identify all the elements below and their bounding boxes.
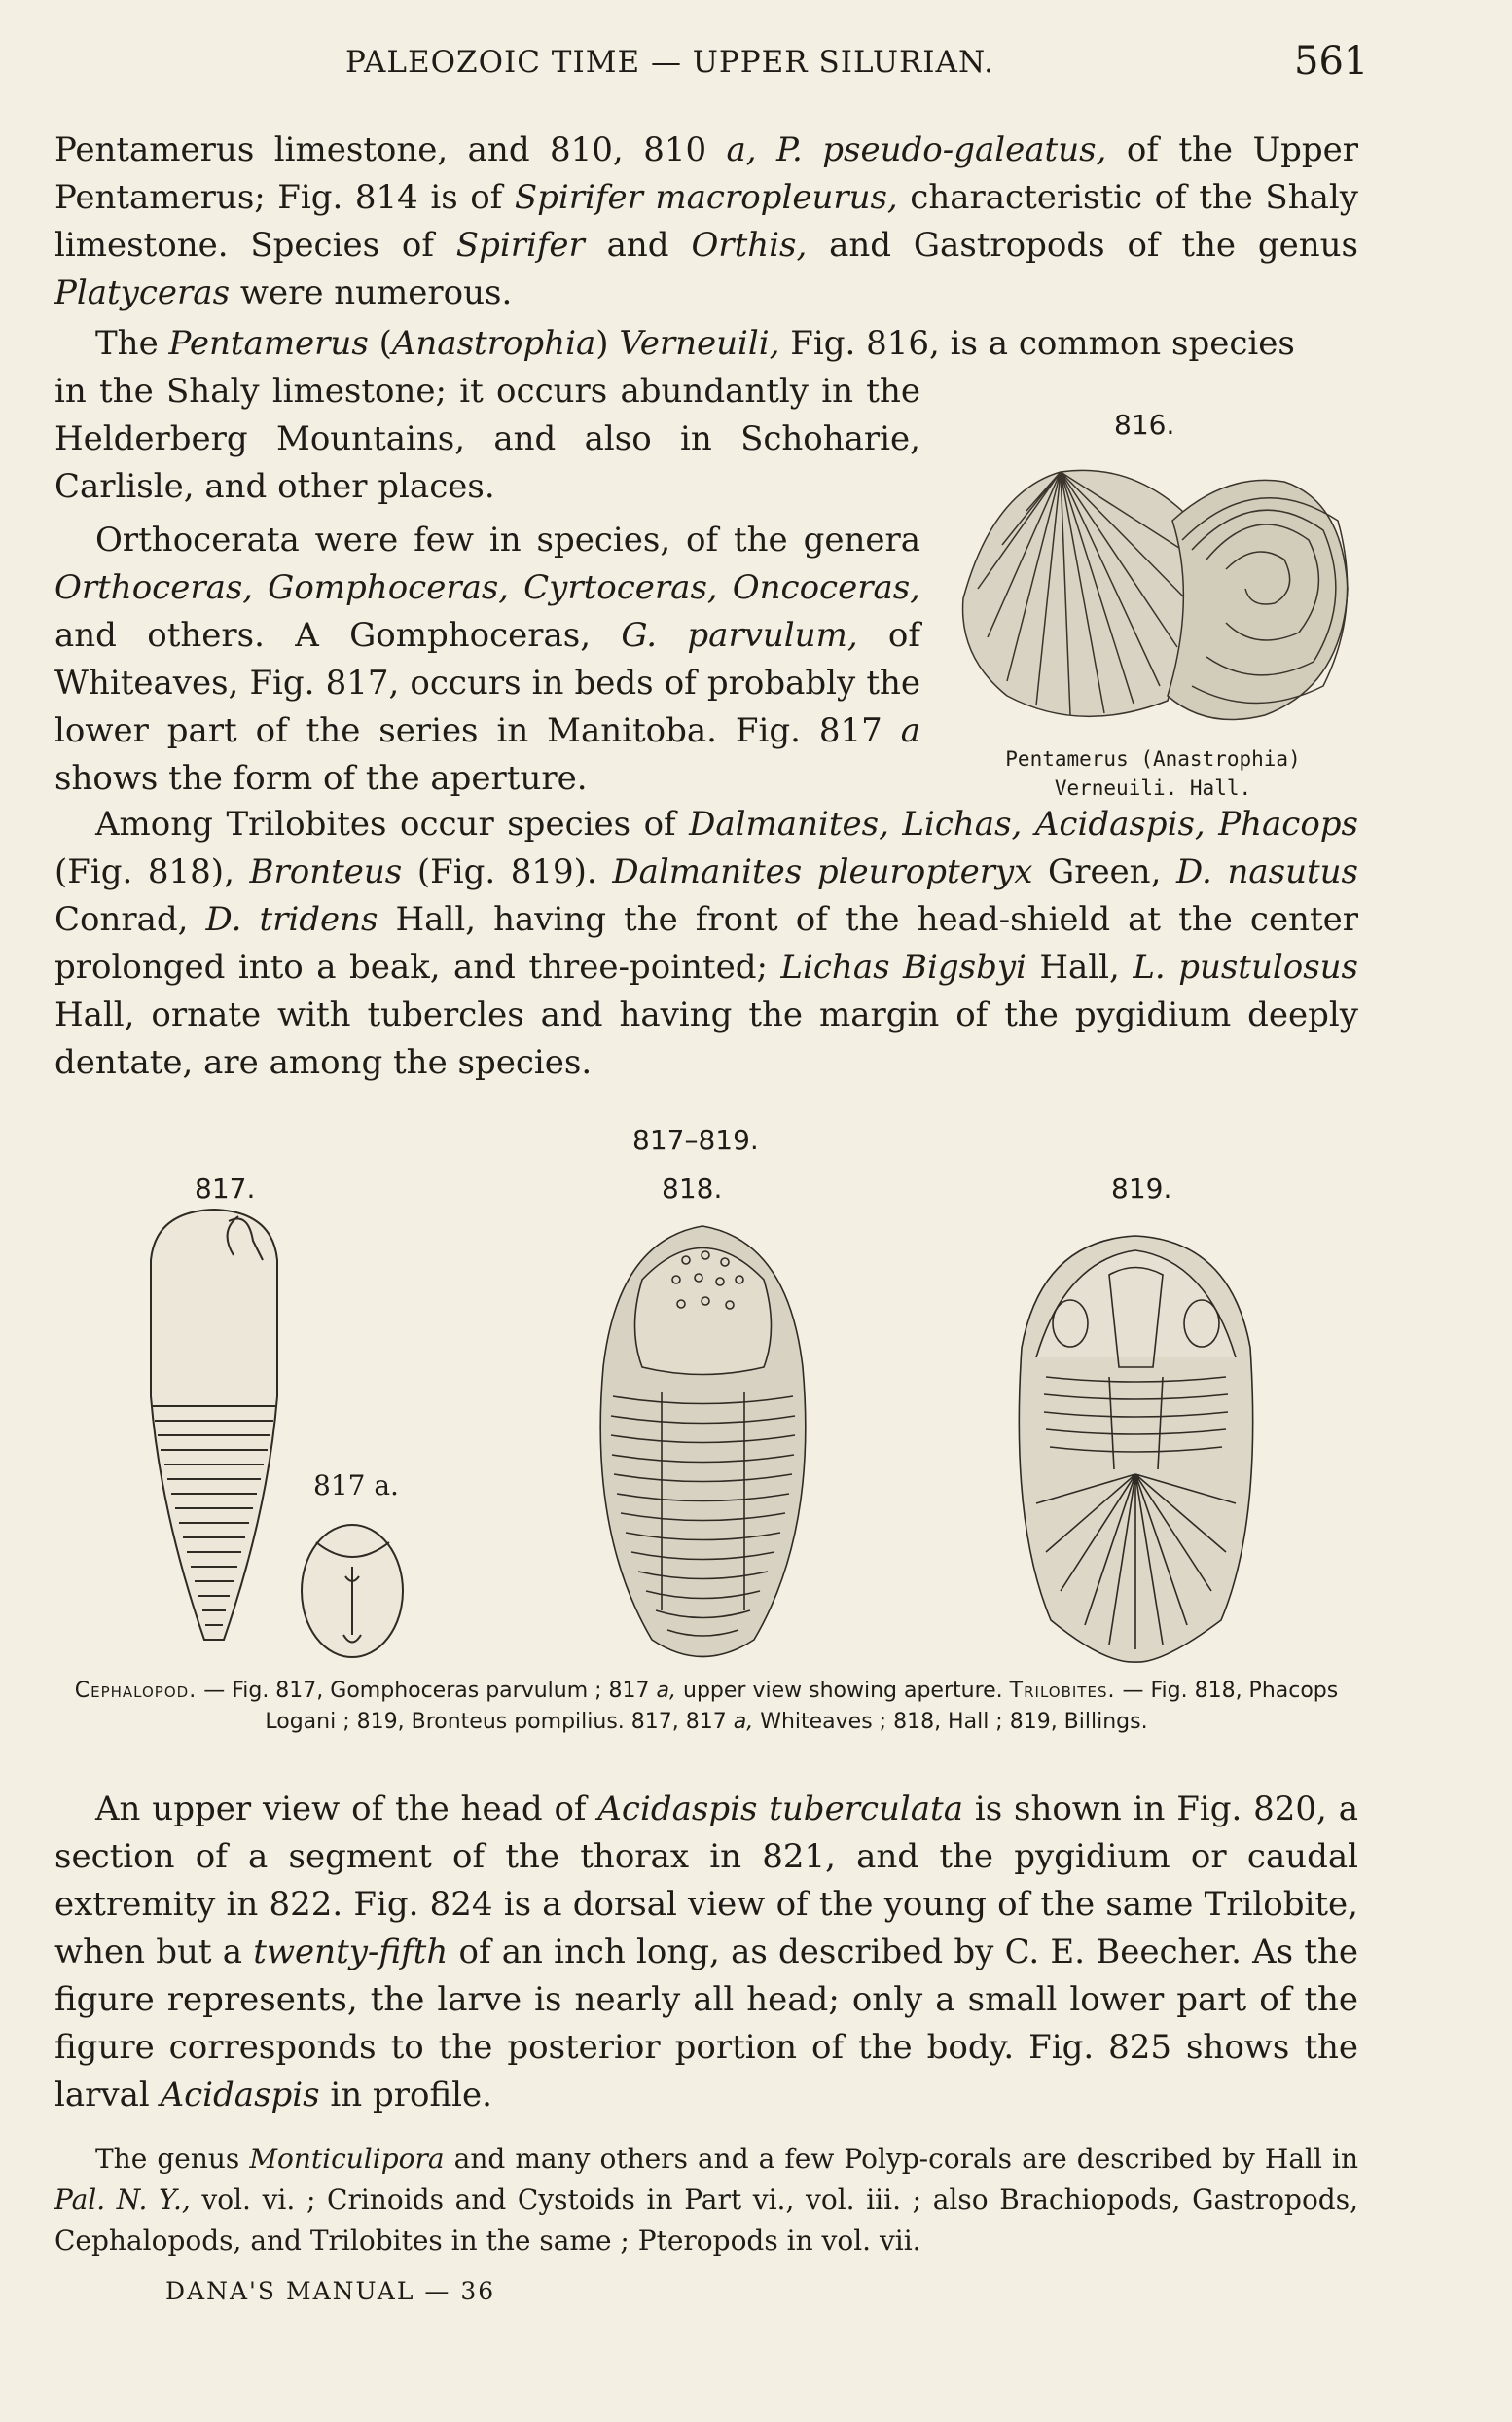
figure-816-caption: Pentamerus (Anastrophia) Verneuili. Hall.	[1005, 747, 1301, 800]
figure-group-label: 817–819.	[632, 1124, 759, 1156]
running-title: PALEOZOIC TIME — UPPER SILURIAN.	[345, 45, 994, 80]
gomphoceras-illustration	[141, 1202, 287, 1649]
bronteus-trilobite-illustration	[1007, 1231, 1265, 1664]
page-header	[0, 39, 1512, 88]
figure-816-label: 816.	[1114, 409, 1175, 441]
paragraph-pentamerus-verneuili: The Pentamerus (Anastrophia) Verneuili, Fig. 816, is a common species in the Shaly limestone; it occurs abundantly in the Helderberg Mountains, and also in Schoharie, Carlisle, and other places.	[54, 324, 1295, 506]
paragraph-orthocerata: Orthocerata were few in species, of the genera Orthoceras, Gomphoceras, Cyrtoceras, Oncoceras, and others. A Gomphoceras, G. parvulum, of Whiteaves, Fig. 817, occurs in beds of probably the lower part of the series in Manitoba. Fig. 817 a shows the form of the aperture.	[54, 521, 920, 798]
paragraph-trilobites: Among Trilobites occur species of Dalmanites, Lichas, Acidaspis, Phacops (Fig. 818), Bronteus (Fig. 819). Dalmanites pleuropteryx Green, D. nasutus Conrad, D. tridens Hall, having the front of the head-shield at the center prolonged into a beak, and three-pointed; Lichas Bigsbyi Hall, L. pustulosus Hall, ornate with tubercles and having the margin of the pygidium deeply dentate, are among the species.	[54, 805, 1359, 1082]
pentamerus-shell-illustration	[934, 452, 1362, 744]
figure-819-label: 819.	[1111, 1173, 1172, 1205]
signature-mark: DANA'S MANUAL — 36	[165, 2277, 496, 2305]
figure-817-label: 817.	[195, 1173, 256, 1205]
paragraph-pentamerus-limestone: Pentamerus limestone, and 810, 810 a, P. pseudo-galeatus, of the Upper Pentamerus; Fig. 814 is of Spirifer macropleurus, characteristic of the Shaly limestone. Species of Spirifer and Orthis, and Gastropods of the genus Platyceras were numerous.	[54, 130, 1359, 312]
figures-817-819-caption: Cephalopod. — Fig. 817, Gomphoceras parvulum ; 817 a, upper view showing aperture. Trilobites. — Fig. 818, Phacops Logani ; 819, Bronteus pompilius. 817, 817 a, Whiteaves ; 818, Hall ; 819, Billings.	[74, 1679, 1339, 1734]
figure-818-label: 818.	[662, 1173, 723, 1205]
aperture-illustration	[297, 1518, 409, 1664]
footnote: The genus Monticulipora and many others and a few Polyp-corals are described by Hall in Pal. N. Y., vol. vi. ; Crinoids and Cystoids in Part vi., vol. iii. ; also Brachiopods, Gastropods, Cephalopods, and Trilobites in the same ; Pteropods in vol. vii.	[54, 2143, 1358, 2257]
figure-817a-label: 817 a.	[313, 1469, 399, 1501]
page-number: 561	[1294, 39, 1369, 84]
phacops-trilobite-illustration	[584, 1221, 822, 1669]
paragraph-acidaspis: An upper view of the head of Acidaspis tuberculata is shown in Fig. 820, a section of a segment of the thorax in 821, and the pygidium or caudal extremity in 822. Fig. 824 is a dorsal view of the young of the same Trilobite, when but a twenty-fifth of an inch long, as described by C. E. Beecher. As the figure represents, the larve is nearly all head; only a small lower part of the figure corresponds to the posterior portion of the body. Fig. 825 shows the larval Acidaspis in profile.	[54, 1789, 1358, 2115]
